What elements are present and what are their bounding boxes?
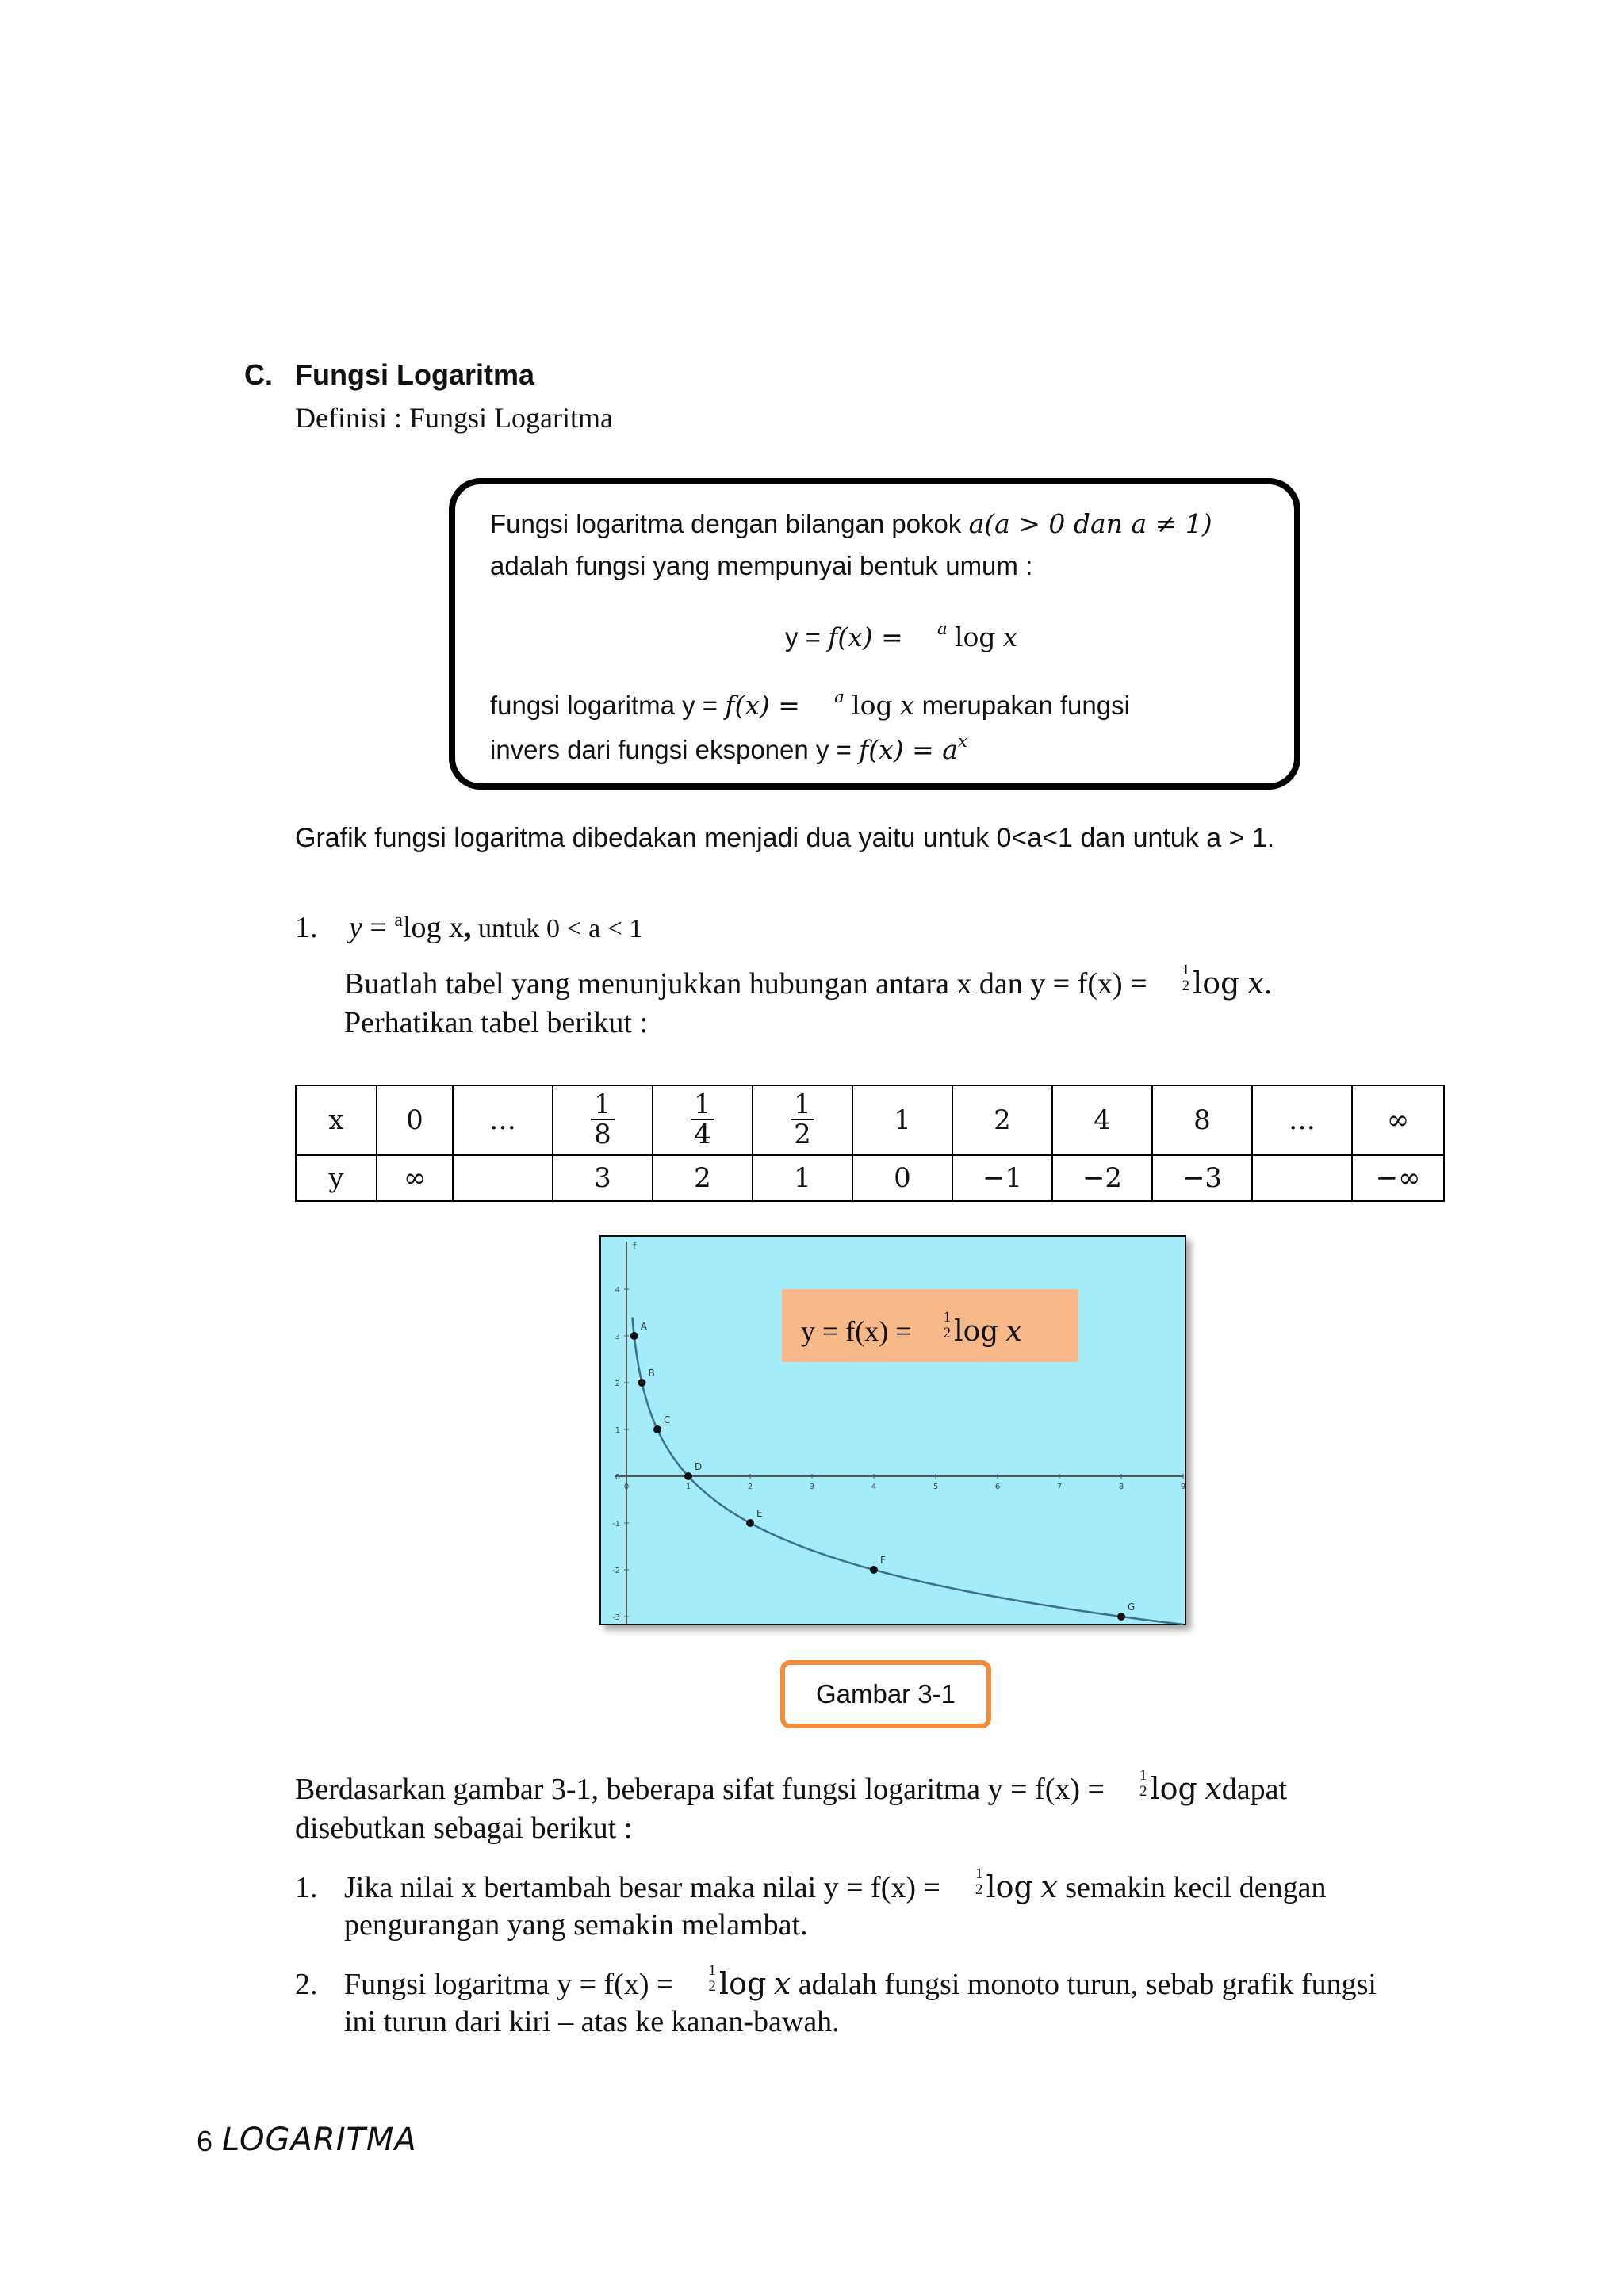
property-1-text: Jika nilai x bertambah besar maka nilai y = f(x) =	[344, 1871, 940, 1904]
property-1	[295, 1866, 1326, 1905]
graph-intro-text: Grafik fungsi logaritma dibedakan menjadi dua yaitu untuk 0<a<1 dan untuk a > 1.	[295, 823, 1275, 853]
properties-intro-text: Berdasarkan gambar 3-1, beberapa sifat fungsi logaritma y = f(x) =	[295, 1773, 1105, 1806]
point-d	[684, 1472, 692, 1480]
formula-prefix: y =	[785, 622, 829, 652]
property-1-tail: semakin kecil dengan	[1057, 1871, 1327, 1904]
property-2-text: Fungsi logaritma y = f(x) =	[344, 1968, 674, 2001]
x-tick-label: 8	[1118, 1483, 1124, 1491]
table-cell-fraction	[553, 1085, 653, 1155]
graph-label-fraction	[944, 1310, 952, 1341]
x-tick-label: 1	[685, 1483, 691, 1491]
x-tick-label: 3	[809, 1483, 815, 1491]
xy-table	[295, 1085, 1445, 1202]
x-tick-label: 2	[747, 1483, 753, 1491]
item1-var: x	[1247, 966, 1265, 1001]
point-label-g: G	[1128, 1601, 1136, 1613]
table-cell-fraction	[653, 1085, 753, 1155]
line4-log: log	[852, 690, 893, 721]
table-header-x: x	[296, 1085, 377, 1155]
property-1-number: 1.	[295, 1871, 318, 1904]
item1-frac-den: 2	[1182, 978, 1190, 994]
graph-label-log: log	[954, 1315, 999, 1348]
table-row-x	[296, 1085, 1444, 1155]
point-g	[1117, 1613, 1125, 1621]
table-cell: 2	[952, 1085, 1052, 1155]
y-tick-label: 4	[615, 1286, 620, 1295]
line5-exponent: x	[957, 732, 967, 752]
property-2	[295, 1963, 1377, 2002]
item1-frac-num: 1	[1182, 962, 1190, 978]
table-cell: ∞	[1352, 1085, 1444, 1155]
figure-caption: Gambar 3-1	[780, 1660, 991, 1728]
point-e	[746, 1519, 754, 1527]
footer-title: LOGARITMA	[222, 2122, 417, 2158]
line5-text: invers dari fungsi eksponen y =	[490, 735, 860, 764]
fraction-num: 1	[791, 1090, 814, 1120]
formula-var: x	[1002, 622, 1018, 652]
point-label-e: E	[756, 1508, 763, 1519]
table-cell	[1252, 1155, 1352, 1201]
properties-intro-line2: disebutkan sebagai berikut :	[295, 1812, 633, 1845]
properties-intro-log: log	[1150, 1771, 1197, 1806]
fraction-one-eighth	[591, 1090, 615, 1149]
section-letter: C.	[244, 358, 273, 391]
curve-label: f	[633, 1241, 637, 1252]
table-cell: 3	[553, 1155, 653, 1201]
fraction-den: 4	[694, 1119, 711, 1150]
line5-fx: f(x) = a	[859, 734, 958, 765]
item1-base: a	[394, 910, 403, 931]
table-row-y	[296, 1155, 1444, 1201]
definition-line-1	[490, 508, 1212, 539]
x-tick-label: 0	[623, 1483, 630, 1491]
graph-label	[801, 1310, 1022, 1348]
y-tick-label: -2	[612, 1567, 620, 1575]
point-label-a: A	[640, 1321, 647, 1332]
y-tick-label: -3	[612, 1613, 620, 1622]
line4-tail: merupakan fungsi	[914, 691, 1130, 720]
properties-intro-den: 2	[1139, 1783, 1147, 1800]
definition-box	[449, 478, 1300, 790]
item1-y: y	[349, 911, 362, 944]
formula-log: log	[954, 622, 996, 652]
y-tick-label: 3	[615, 1333, 620, 1341]
table-cell: 2	[653, 1155, 753, 1201]
property-2-fraction	[708, 1963, 716, 1995]
x-tick-label: 7	[1056, 1483, 1063, 1491]
table-cell: −∞	[1352, 1155, 1444, 1201]
page-number: 6	[197, 2125, 213, 2157]
item1-line2-text: Buatlah tabel yang menunjukkan hubungan antara x dan y = f(x) =	[344, 967, 1147, 1001]
definition-line-2: adalah fungsi yang mempunyai bentuk umum :	[490, 551, 1033, 580]
y-tick-label: 0	[615, 1473, 620, 1482]
properties-intro-tail: dapat	[1221, 1773, 1288, 1806]
table-cell: 1	[852, 1085, 952, 1155]
property-1-num: 1	[975, 1866, 983, 1882]
fraction-num: 1	[591, 1090, 615, 1120]
definition-title: Definisi : Fungsi Logaritma	[295, 402, 613, 434]
line4-base: a	[834, 687, 845, 707]
property-2-num: 1	[708, 1962, 716, 1979]
property-1-var: x	[1040, 1869, 1058, 1904]
point-label-d: D	[695, 1461, 703, 1472]
section-heading	[244, 358, 534, 392]
fraction-den: 2	[794, 1119, 811, 1150]
property-2-var: x	[773, 1966, 791, 2001]
definition-line-5	[490, 732, 967, 765]
graph-label-den: 2	[943, 1325, 952, 1341]
item1-period: .	[1264, 967, 1272, 1001]
table-cell: 4	[1052, 1085, 1152, 1155]
item1-number: 1.	[295, 911, 318, 944]
x-tick-label: 5	[933, 1483, 939, 1491]
table-cell: 1	[753, 1155, 852, 1201]
section-title: Fungsi Logaritma	[295, 358, 535, 391]
table-cell: ∞	[377, 1155, 453, 1201]
table-cell: 0	[377, 1085, 453, 1155]
y-tick-label: -1	[612, 1520, 620, 1529]
property-2-log: log	[718, 1966, 767, 2001]
property-2-line2: ini turun dari kiri – atas ke kanan-bawah.	[344, 2005, 840, 2038]
y-tick-label: 1	[615, 1426, 620, 1435]
definition-condition: a(a > 0 dan a ≠ 1)	[968, 508, 1212, 539]
item1-comma: ,	[464, 911, 472, 944]
point-label-f: F	[880, 1555, 886, 1566]
property-1-log: log	[986, 1869, 1033, 1904]
property-2-den: 2	[708, 1978, 716, 1995]
table-cell: −3	[1152, 1155, 1252, 1201]
point-a	[630, 1332, 638, 1340]
definition-line-4	[490, 687, 1130, 721]
graph-label-text: y = f(x) =	[801, 1315, 912, 1347]
fraction-num: 1	[691, 1090, 714, 1120]
item1-log: log	[1193, 966, 1240, 1001]
fraction-one-half	[791, 1090, 814, 1149]
formula-base: a	[937, 619, 948, 639]
table-cell: 8	[1152, 1085, 1252, 1155]
item1-fraction	[1182, 962, 1190, 994]
definition-line-1-text: Fungsi logaritma dengan bilangan pokok	[490, 509, 969, 538]
point-b	[638, 1379, 646, 1387]
definition-formula	[785, 619, 1017, 652]
x-tick-label: 4	[871, 1483, 877, 1491]
point-label-c: C	[664, 1414, 671, 1425]
formula-fx: f(x) =	[828, 622, 903, 652]
properties-intro-fraction	[1139, 1768, 1147, 1800]
property-1-line2: pengurangan yang semakin melambat.	[344, 1908, 808, 1942]
graph-label-var: x	[1005, 1315, 1022, 1348]
fraction-den: 8	[594, 1119, 611, 1150]
fraction-one-quarter	[691, 1090, 714, 1149]
table-cell-fraction	[753, 1085, 852, 1155]
item1-line3: Perhatikan tabel berikut :	[344, 1006, 649, 1039]
item1-condition: untuk 0 < a < 1	[471, 914, 643, 943]
properties-intro-num: 1	[1139, 1767, 1147, 1784]
line4-text: fungsi logaritma y =	[490, 691, 726, 720]
property-1-fraction	[975, 1866, 983, 1898]
line4-fx: f(x) =	[725, 690, 800, 721]
point-f	[870, 1566, 878, 1574]
property-1-den: 2	[975, 1881, 983, 1898]
properties-intro	[295, 1768, 1287, 1807]
line4-var: x	[899, 690, 915, 721]
table-cell: −2	[1052, 1155, 1152, 1201]
item1-heading	[295, 910, 642, 945]
table-cell: 0	[852, 1155, 952, 1201]
point-label-b: B	[648, 1368, 655, 1379]
table-cell: −1	[952, 1155, 1052, 1201]
y-tick-label: 2	[615, 1380, 620, 1388]
item1-log-x: log x	[402, 911, 465, 944]
item1-eq: =	[362, 911, 395, 944]
x-tick-label: 9	[1180, 1483, 1186, 1491]
item1-line2	[344, 962, 1272, 1001]
graph-label-num: 1	[943, 1309, 952, 1326]
x-tick-label: 6	[994, 1483, 1001, 1491]
properties-intro-var: x	[1205, 1771, 1222, 1806]
table-header-y: y	[296, 1155, 377, 1201]
property-2-number: 2.	[295, 1968, 318, 2001]
table-cell: …	[1252, 1085, 1352, 1155]
property-2-tail: adalah fungsi monoto turun, sebab grafik fungsi	[791, 1968, 1377, 2001]
table-cell: …	[453, 1085, 553, 1155]
table-cell	[453, 1155, 553, 1201]
point-c	[653, 1425, 661, 1433]
